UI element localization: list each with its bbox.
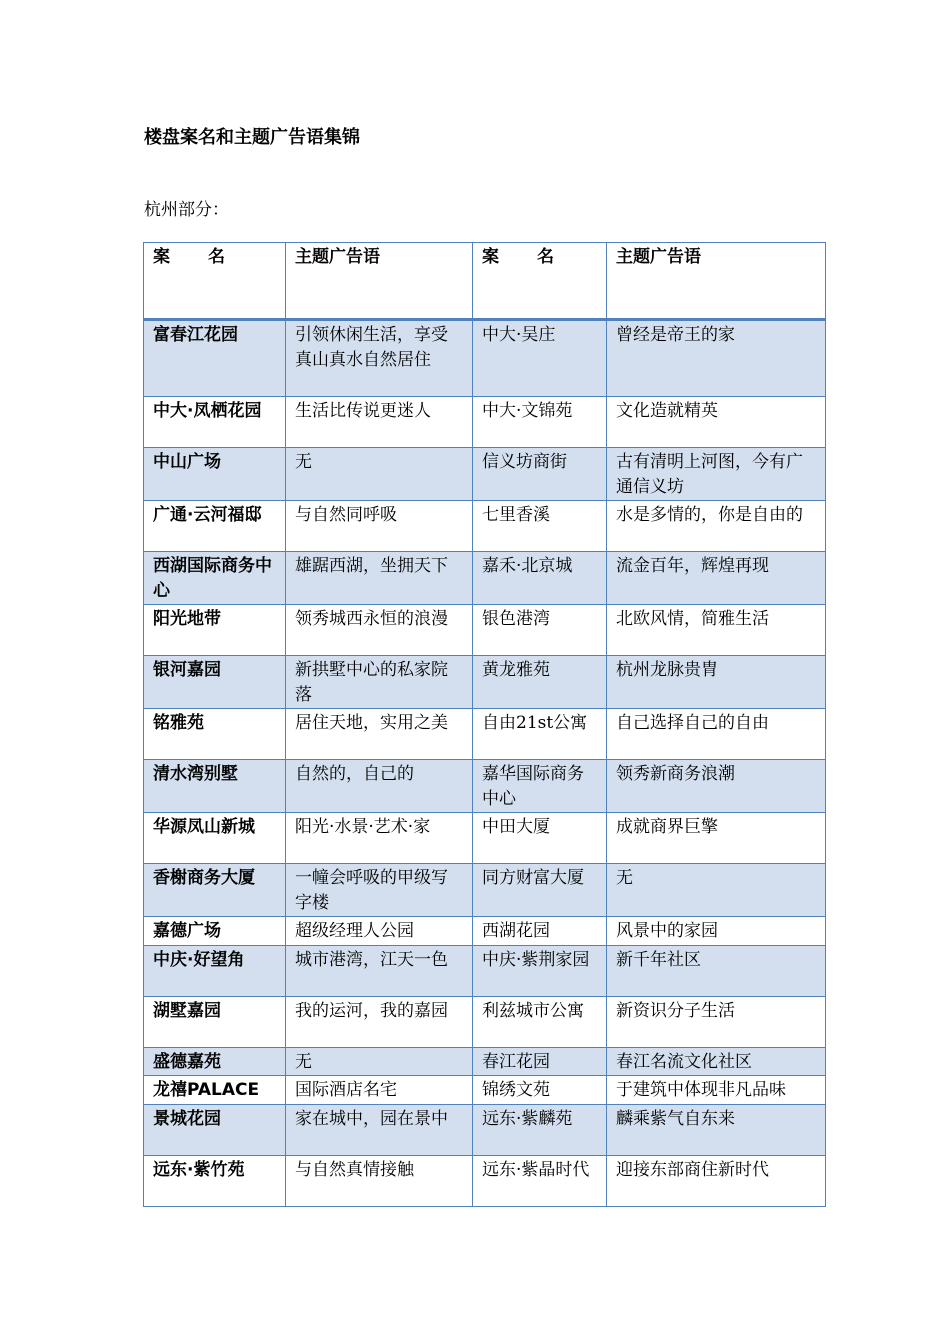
slogan-cell: 领秀城西永恒的浪漫 xyxy=(286,605,473,656)
project-name-cell: 信义坊商街 xyxy=(473,448,607,501)
project-name-cell: 利兹城市公寓 xyxy=(473,996,607,1047)
table-row xyxy=(144,448,826,501)
header-text: 案 xyxy=(153,247,170,267)
slogan-cell: 无 xyxy=(286,1047,473,1076)
slogan-cell: 雄踞西湖，坐拥天下 xyxy=(286,552,473,605)
slogan-table xyxy=(143,242,826,1207)
table-body xyxy=(144,320,826,1207)
project-name-cell: 中大·凤栖花园 xyxy=(144,397,286,448)
table-row xyxy=(144,760,826,813)
slogan-cell: 杭州龙脉贵胄 xyxy=(607,656,826,709)
project-name-cell: 清水湾别墅 xyxy=(144,760,286,813)
project-name-cell: 广通·云河福邸 xyxy=(144,501,286,552)
table-row xyxy=(144,917,826,946)
project-name-cell: 中田大厦 xyxy=(473,813,607,864)
table-row xyxy=(144,605,826,656)
slogan-cell: 国际酒店名宅 xyxy=(286,1076,473,1105)
table-row xyxy=(144,397,826,448)
header-text: 案 xyxy=(482,247,499,267)
project-name-cell: 远东·紫晶时代 xyxy=(473,1155,607,1206)
slogan-cell: 新资识分子生活 xyxy=(607,996,826,1047)
project-name-cell: 七里香溪 xyxy=(473,501,607,552)
table-row xyxy=(144,1076,826,1105)
section-label: 杭州部分： xyxy=(144,200,229,220)
project-name-cell: 同方财富大厦 xyxy=(473,864,607,917)
table-row xyxy=(144,1047,826,1076)
table-header-row xyxy=(144,243,826,320)
slogan-cell: 阳光·水景·艺术·家 xyxy=(286,813,473,864)
project-name-cell: 银河嘉园 xyxy=(144,656,286,709)
table-row xyxy=(144,1155,826,1206)
slogan-cell: 超级经理人公园 xyxy=(286,917,473,946)
project-name-cell: 远东·紫竹苑 xyxy=(144,1155,286,1206)
project-name-cell: 西湖花园 xyxy=(473,917,607,946)
slogan-cell: 居住天地，实用之美 xyxy=(286,709,473,760)
project-name-cell: 嘉德广场 xyxy=(144,917,286,946)
slogan-cell: 迎接东部商住新时代 xyxy=(607,1155,826,1206)
project-name-cell: 阳光地带 xyxy=(144,605,286,656)
project-name-cell: 嘉禾·北京城 xyxy=(473,552,607,605)
project-name-cell: 华源凤山新城 xyxy=(144,813,286,864)
project-name-cell: 西湖国际商务中心 xyxy=(144,552,286,605)
slogan-cell: 北欧风情，简雅生活 xyxy=(607,605,826,656)
project-name-cell: 中庆·紫荆家园 xyxy=(473,945,607,996)
document-title: 楼盘案名和主题广告语集锦 xyxy=(144,127,360,148)
table-row xyxy=(144,813,826,864)
project-name-cell: 铭雅苑 xyxy=(144,709,286,760)
project-name-cell: 香榭商务大厦 xyxy=(144,864,286,917)
header-slogan-2: 主题广告语 xyxy=(607,243,826,320)
slogan-cell: 引领休闲生活，享受真山真水自然居住 xyxy=(286,320,473,397)
project-name-cell: 锦绣文苑 xyxy=(473,1076,607,1105)
project-name-cell: 银色港湾 xyxy=(473,605,607,656)
header-text: 名 xyxy=(208,247,225,267)
project-name-cell: 龙禧PALACE xyxy=(144,1076,286,1105)
slogan-cell: 成就商界巨擎 xyxy=(607,813,826,864)
header-slogan-1: 主题广告语 xyxy=(286,243,473,320)
slogan-cell: 古有清明上河图，今有广通信义坊 xyxy=(607,448,826,501)
slogan-cell: 无 xyxy=(286,448,473,501)
slogan-cell: 于建筑中体现非凡品味 xyxy=(607,1076,826,1105)
slogan-cell: 城市港湾，江天一色 xyxy=(286,945,473,996)
slogan-cell: 水是多情的，你是自由的 xyxy=(607,501,826,552)
project-name-cell: 中大·吴庄 xyxy=(473,320,607,397)
table-row xyxy=(144,864,826,917)
slogan-cell: 春江名流文化社区 xyxy=(607,1047,826,1076)
header-project-name-1 xyxy=(144,243,286,320)
slogan-cell: 与自然真情接触 xyxy=(286,1155,473,1206)
header-project-name-2 xyxy=(473,243,607,320)
slogan-cell: 麟乘紫气自东来 xyxy=(607,1104,826,1155)
slogan-cell: 自然的，自己的 xyxy=(286,760,473,813)
table-row xyxy=(144,320,826,397)
table-row xyxy=(144,501,826,552)
project-name-cell: 春江花园 xyxy=(473,1047,607,1076)
table-row xyxy=(144,1104,826,1155)
project-name-cell: 富春江花园 xyxy=(144,320,286,397)
slogan-cell: 领秀新商务浪潮 xyxy=(607,760,826,813)
project-name-cell: 黄龙雅苑 xyxy=(473,656,607,709)
table-row xyxy=(144,656,826,709)
header-text: 名 xyxy=(537,247,554,267)
slogan-cell: 新千年社区 xyxy=(607,945,826,996)
slogan-cell: 曾经是帝王的家 xyxy=(607,320,826,397)
slogan-cell: 自己选择自己的自由 xyxy=(607,709,826,760)
slogan-cell: 生活比传说更迷人 xyxy=(286,397,473,448)
slogan-cell: 家在城中，园在景中 xyxy=(286,1104,473,1155)
table-row xyxy=(144,996,826,1047)
table-row xyxy=(144,945,826,996)
project-name-cell: 景城花园 xyxy=(144,1104,286,1155)
slogan-cell: 新拱墅中心的私家院落 xyxy=(286,656,473,709)
table-row xyxy=(144,552,826,605)
project-name-cell: 嘉华国际商务中心 xyxy=(473,760,607,813)
slogan-cell: 流金百年，辉煌再现 xyxy=(607,552,826,605)
project-name-cell: 自由21st公寓 xyxy=(473,709,607,760)
project-name-cell: 中山广场 xyxy=(144,448,286,501)
slogan-cell: 我的运河，我的嘉园 xyxy=(286,996,473,1047)
table-row xyxy=(144,709,826,760)
project-name-cell: 中庆·好望角 xyxy=(144,945,286,996)
project-name-cell: 盛德嘉苑 xyxy=(144,1047,286,1076)
slogan-cell: 与自然同呼吸 xyxy=(286,501,473,552)
slogan-cell: 无 xyxy=(607,864,826,917)
slogan-cell: 一幢会呼吸的甲级写字楼 xyxy=(286,864,473,917)
slogan-cell: 文化造就精英 xyxy=(607,397,826,448)
project-name-cell: 中大·文锦苑 xyxy=(473,397,607,448)
slogan-cell: 风景中的家园 xyxy=(607,917,826,946)
project-name-cell: 远东·紫麟苑 xyxy=(473,1104,607,1155)
project-name-cell: 湖墅嘉园 xyxy=(144,996,286,1047)
